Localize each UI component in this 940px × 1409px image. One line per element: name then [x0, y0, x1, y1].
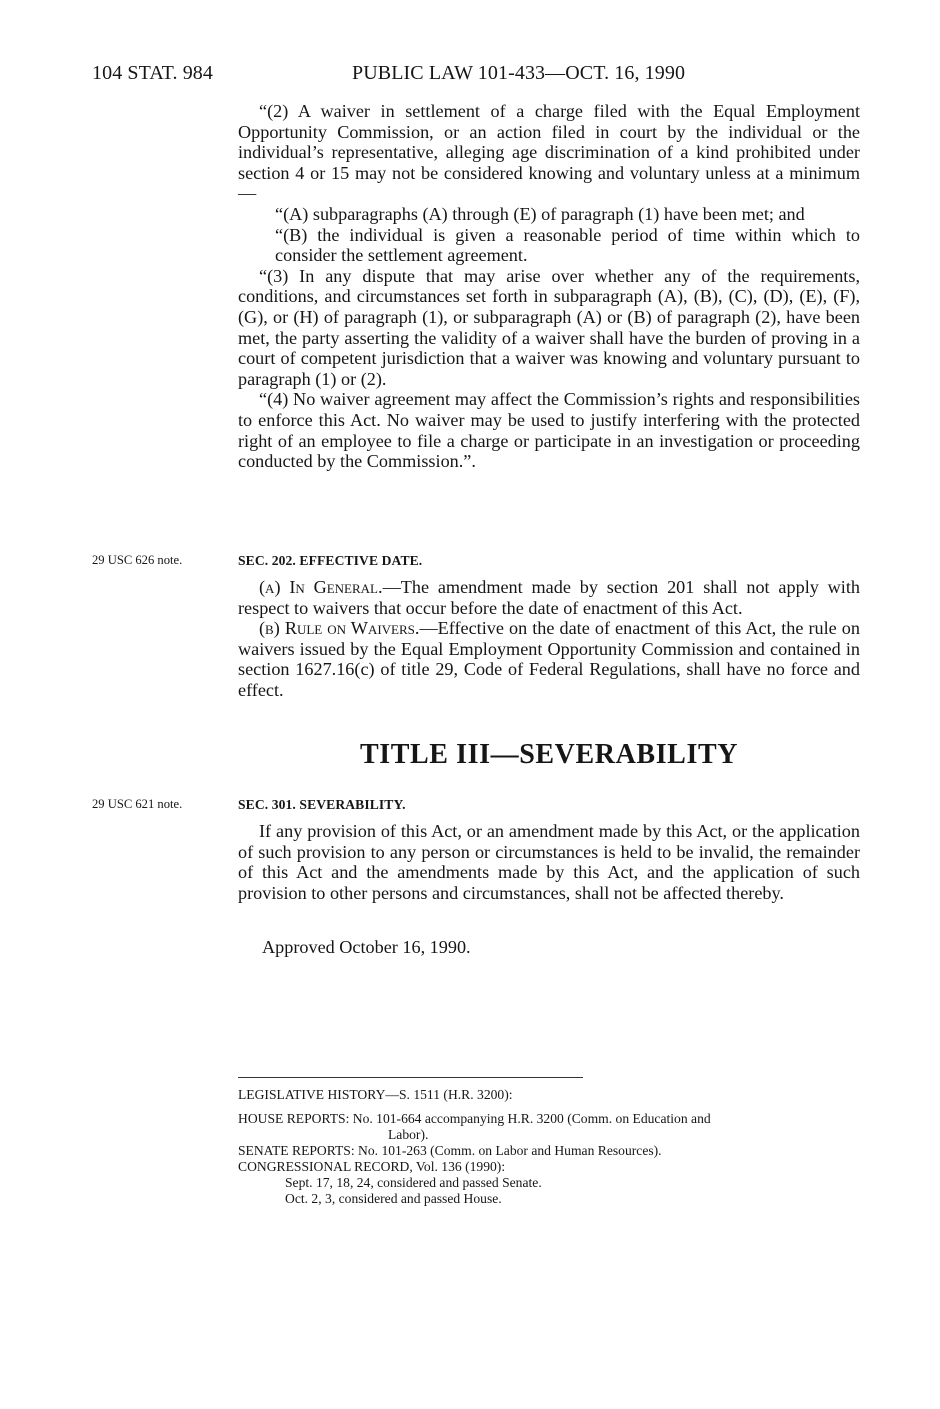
- house-reports-line-continued: Labor).: [388, 1127, 429, 1142]
- approval-date: Approved October 16, 1990.: [262, 937, 471, 957]
- section-202-body: [238, 577, 860, 701]
- law-title: PUBLIC LAW 101-433—OCT. 16, 1990: [352, 62, 686, 84]
- subsection-202a-text: —The amendment made by section 201 shall not apply with respect to waivers that occur before the date of enactment of this Act.: [238, 577, 861, 618]
- section-201-continued: [238, 101, 860, 472]
- page-reference: 104 STAT. 984: [92, 62, 213, 84]
- margin-note-sec-301: 29 USC 621 note.: [92, 797, 183, 811]
- section-301-body: [238, 821, 860, 903]
- section-202-heading: SEC. 202. EFFECTIVE DATE.: [238, 553, 423, 568]
- senate-reports-line: SENATE REPORTS: No. 101-263 (Comm. on Labor and Human Resources).: [238, 1143, 662, 1158]
- section-301-text: If any provision of this Act, or an amendment made by this Act, or the application of such provision to any person or circumstances is held to be invalid, the remainder of this Act and the amendments made by this Act, and the application of such provision to other persons and circumstances, shall not be affected thereby.: [238, 821, 860, 903]
- subparagraph-2b: “(B) the individual is given a reasonable period of time within which to consider the settlement agreement.: [275, 224, 860, 266]
- subsection-202b: [238, 618, 860, 700]
- subsection-202a-label: (a) In General.: [259, 577, 383, 597]
- house-reports-line: HOUSE REPORTS: No. 101-664 accompanying H.R. 3200 (Comm. on Education and: [238, 1111, 711, 1126]
- title-iii-heading: TITLE III—SEVERABILITY: [359, 739, 739, 770]
- subsection-202b-text: —Effective on the date of enactment of this Act, the rule on waivers issued by the Equal Employment Opportunity Commission and contained in section 1627.16(c) of title 29, Code of Federal Regulations, shall have no force and effect.: [238, 618, 860, 700]
- margin-note-sec-202: 29 USC 626 note.: [92, 553, 183, 567]
- congressional-record-line: CONGRESSIONAL RECORD, Vol. 136 (1990):: [238, 1159, 506, 1174]
- record-entry-house: Oct. 2, 3, considered and passed House.: [285, 1191, 502, 1206]
- subsection-202a: [238, 577, 860, 618]
- history-divider: [238, 1077, 583, 1078]
- record-entry-senate: Sept. 17, 18, 24, considered and passed Senate.: [285, 1175, 542, 1190]
- section-301-heading: SEC. 301. SEVERABILITY.: [238, 797, 406, 812]
- paragraph-3: “(3) In any dispute that may arise over whether any of the requirements, conditions, and circumstances set forth in subparagraph (A), (B), (C), (D), (E), (F), (G), or (H) of paragraph (1), or subparagraph (A) or (B) of paragraph (2), have been met, the party asserting the validity of a waiver shall have the burden of proving in a court of competent jurisdiction that a waiver was knowing and voluntary pursuant to paragraph (1) or (2).: [238, 265, 860, 389]
- history-heading: LEGISLATIVE HISTORY—S. 1511 (H.R. 3200):: [238, 1087, 513, 1102]
- legislative-history: [238, 1087, 878, 1207]
- subparagraph-2a: “(A) subparagraphs (A) through (E) of paragraph (1) have been met; and: [275, 203, 805, 224]
- subsection-202b-label: (b) Rule on Waivers.: [259, 618, 420, 639]
- paragraph-4: “(4) No waiver agreement may affect the Commission’s rights and responsibilities to enforce this Act. No waiver may be used to justify interfering with the protected right of an employee to file a charge or participate in an investigation or proceeding conducted by the Commission.”.: [238, 389, 860, 472]
- paragraph-2: “(2) A waiver in settlement of a charge filed with the Equal Employment Opportunity Commission, or an action filed in court by the individual or the individual’s representative, alleging age discrimination of a kind prohibited under section 4 or 15 may not be considered knowing and voluntary unless at a minimum—: [238, 101, 860, 204]
